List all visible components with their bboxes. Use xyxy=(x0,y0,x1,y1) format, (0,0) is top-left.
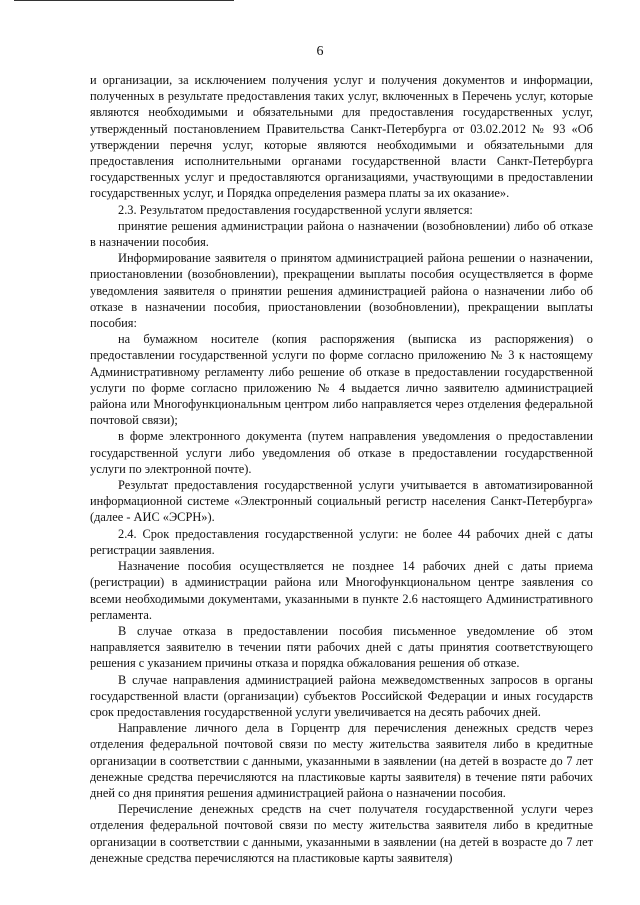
paragraph-assignment-deadline: Назначение пособия осуществляется не позднее 14 рабочих дней с даты приема (регистрации) в администрации района или Многофункциональном центре заявления со всеми необходимыми документами, указанными в пункте 2.6 настоящего Административного регламента. xyxy=(90,559,593,622)
paragraph-continuation: и организации, за исключением получения услуг и получения документов и информации, полученных в результате предоставления таких услуг, включенных в Перечень услуг, которые являются необходимыми и обязательными для предоставления государственных услуг, утвержденный постановлением Правительства Санкт-Петербурга от 03.02.2012 № 93 «Об утверждении перечня услуг, которые являются необходимыми и обязательными для предоставления исполнительными органами государственной власти Санкт-Петербурга государственных услуг и предоставляются организациями, участвующими в предоставлении государственных услуг, и Порядка определения размера платы за их оказание». xyxy=(90,73,593,201)
paragraph-paper-form: на бумажном носителе (копия распоряжения (выписка из распоряжения) о предоставлении государственной услуги по форме согласно приложению № 3 к настоящему Административному регламенту либо решение об отказе в предоставлении государственной услуги по форме согласно приложению № 4 выдается лично заявителю администрацией района или Многофункциональным центром либо направляется через отделения федеральной почтовой связи); xyxy=(90,332,593,428)
paragraph-2-3: 2.3. Результатом предоставления государственной услуги является: xyxy=(118,202,473,217)
paragraph-result-recorded: Результат предоставления государственной услуги учитывается в автоматизированной информационной системе «Электронный социальный регистр населения Санкт-Петербурга» (далее - АИС «ЭСРН»). xyxy=(90,478,593,525)
paragraph-refusal-notice: В случае отказа в предоставлении пособия письменное уведомление об этом направляется заявителю в течении пяти рабочих дней с даты принятия соответствующего решения с указанием причины отказа и порядка обжалования решения об отказе. xyxy=(90,623,593,671)
paragraph-electronic-form: в форме электронного документа (путем направления уведомления о предоставлении государственной услуги либо уведомления об отказе в предоставлении государственной услуги по электронной почте). xyxy=(90,429,593,476)
body-text xyxy=(90,72,593,866)
paragraph-2-4: 2.4. Срок предоставления государственной услуги: не более 44 рабочих дней с даты регистрации заявления. xyxy=(90,526,593,557)
paragraph-funds-transfer: Перечисление денежных средств на счет получателя государственной услуги через отделения федеральной почтовой связи по месту жительства заявителя либо в кредитные организации в соответствии с данными, указанными в заявлении (на детей в возрасте до 7 лет денежные средства перечисляются на пластиковые карты заявителя) xyxy=(90,802,593,865)
top-rule xyxy=(14,0,234,1)
page-number: 6 xyxy=(316,44,324,59)
paragraph-result: принятие решения администрации района о назначении (возобновлении) либо об отказе в назначении пособия. xyxy=(90,218,593,250)
paragraph-interagency-requests: В случае направления администрацией района межведомственных запросов в органы государственной власти (организации) субъектов Российской Федерации и иных государств срок предоставления государственной услуги увеличивается на десять рабочих дней. xyxy=(90,672,593,719)
paragraph-informing: Информирование заявителя о принятом администрацией района решении о назначении, приостановлении (возобновлении), прекращении выплаты пособия осуществляется в форме уведомления заявителя о принятии решения администрацией района о назначении либо об отказе в назначении пособия, приостановлении (возобновлении), прекращении выплаты пособия: xyxy=(90,251,593,331)
paragraph-case-transfer: Направление личного дела в Горцентр для перечисления денежных средств через отделения федеральной почтовой связи по месту жительства заявителя либо в кредитные организации в соответствии с данными, указанными в заявлении (на детей в возрасте до 7 лет денежные средства перечисляются на пластиковые карты заявителя) в течение пяти рабочих дней со дня принятия решения администрацией района о назначении пособия. xyxy=(90,721,593,800)
